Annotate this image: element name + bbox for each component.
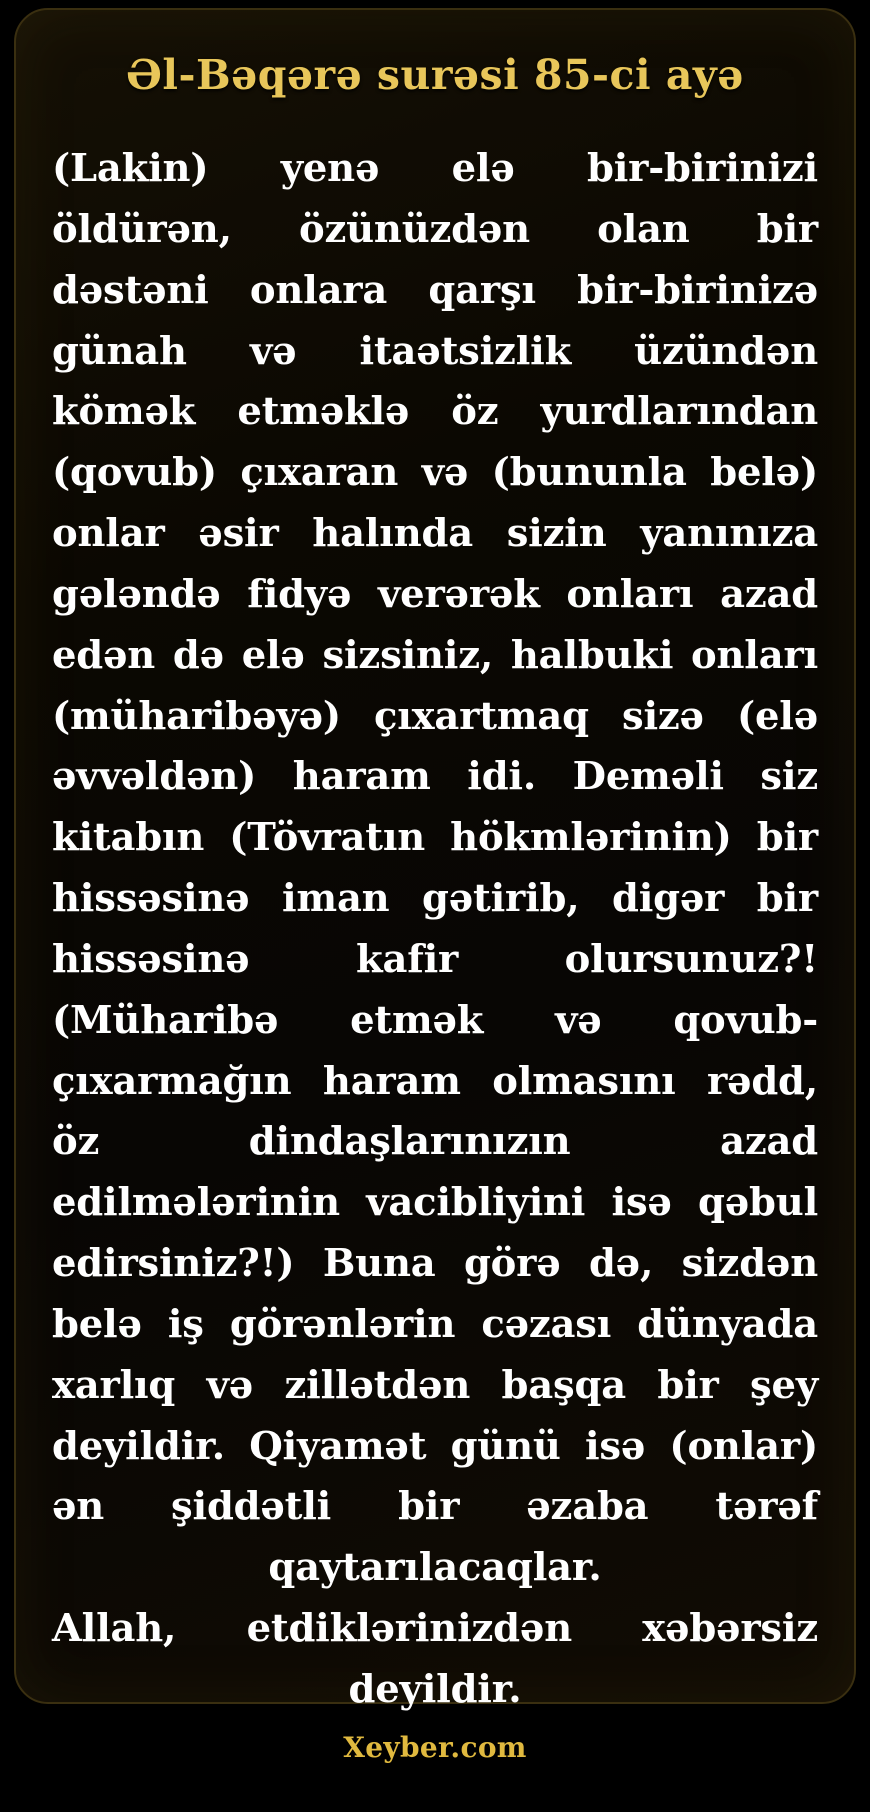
page-title: Əl-Bəqərə surəsi 85-ci ayə — [126, 51, 744, 99]
site-credit: Xeyber.com — [343, 1730, 527, 1764]
spacer — [16, 1721, 854, 1731]
ayah-body — [52, 139, 818, 1721]
ayah-card — [14, 8, 856, 1764]
ayah-body-last-line: Allah, etdiklərinizdən xəbərsiz deyildir. — [52, 1606, 818, 1712]
ayah-body-text: (Lakin) yenə elə bir-birinizi öldürən, özünüzdən olan bir dəstəni onlara qarşı bir-birinizə günah və itaətsizlik üzündən kömək etməklə öz yurdlarından (qovub) çıxaran və (bununla belə) onlar əsir halında sizin yanınıza gələndə fidyə verərək onları azad edən də elə sizsiniz, halbuki onları (müharibəyə) çıxartmaq sizə (elə əvvəldən) haram idi. Deməli siz kitabın (Tövratın hökmlərinin) bir hissəsinə iman gətirib, digər bir hissəsinə kafir olursunuz?! (Müharibə etmək və qovub-çıxarmağın haram olmasını rədd, öz dindaşlarınızın azad edilmələrinin vacibliyini isə qəbul edirsiniz?!) Buna görə də, sizdən belə iş görənlərin cəzası dünyada xarlıq və zillətdən başqa bir şey deyildir. Qiyamət günü isə (onlar) ən şiddətli bir əzaba tərəf qaytarılacaqlar. — [52, 146, 818, 1591]
